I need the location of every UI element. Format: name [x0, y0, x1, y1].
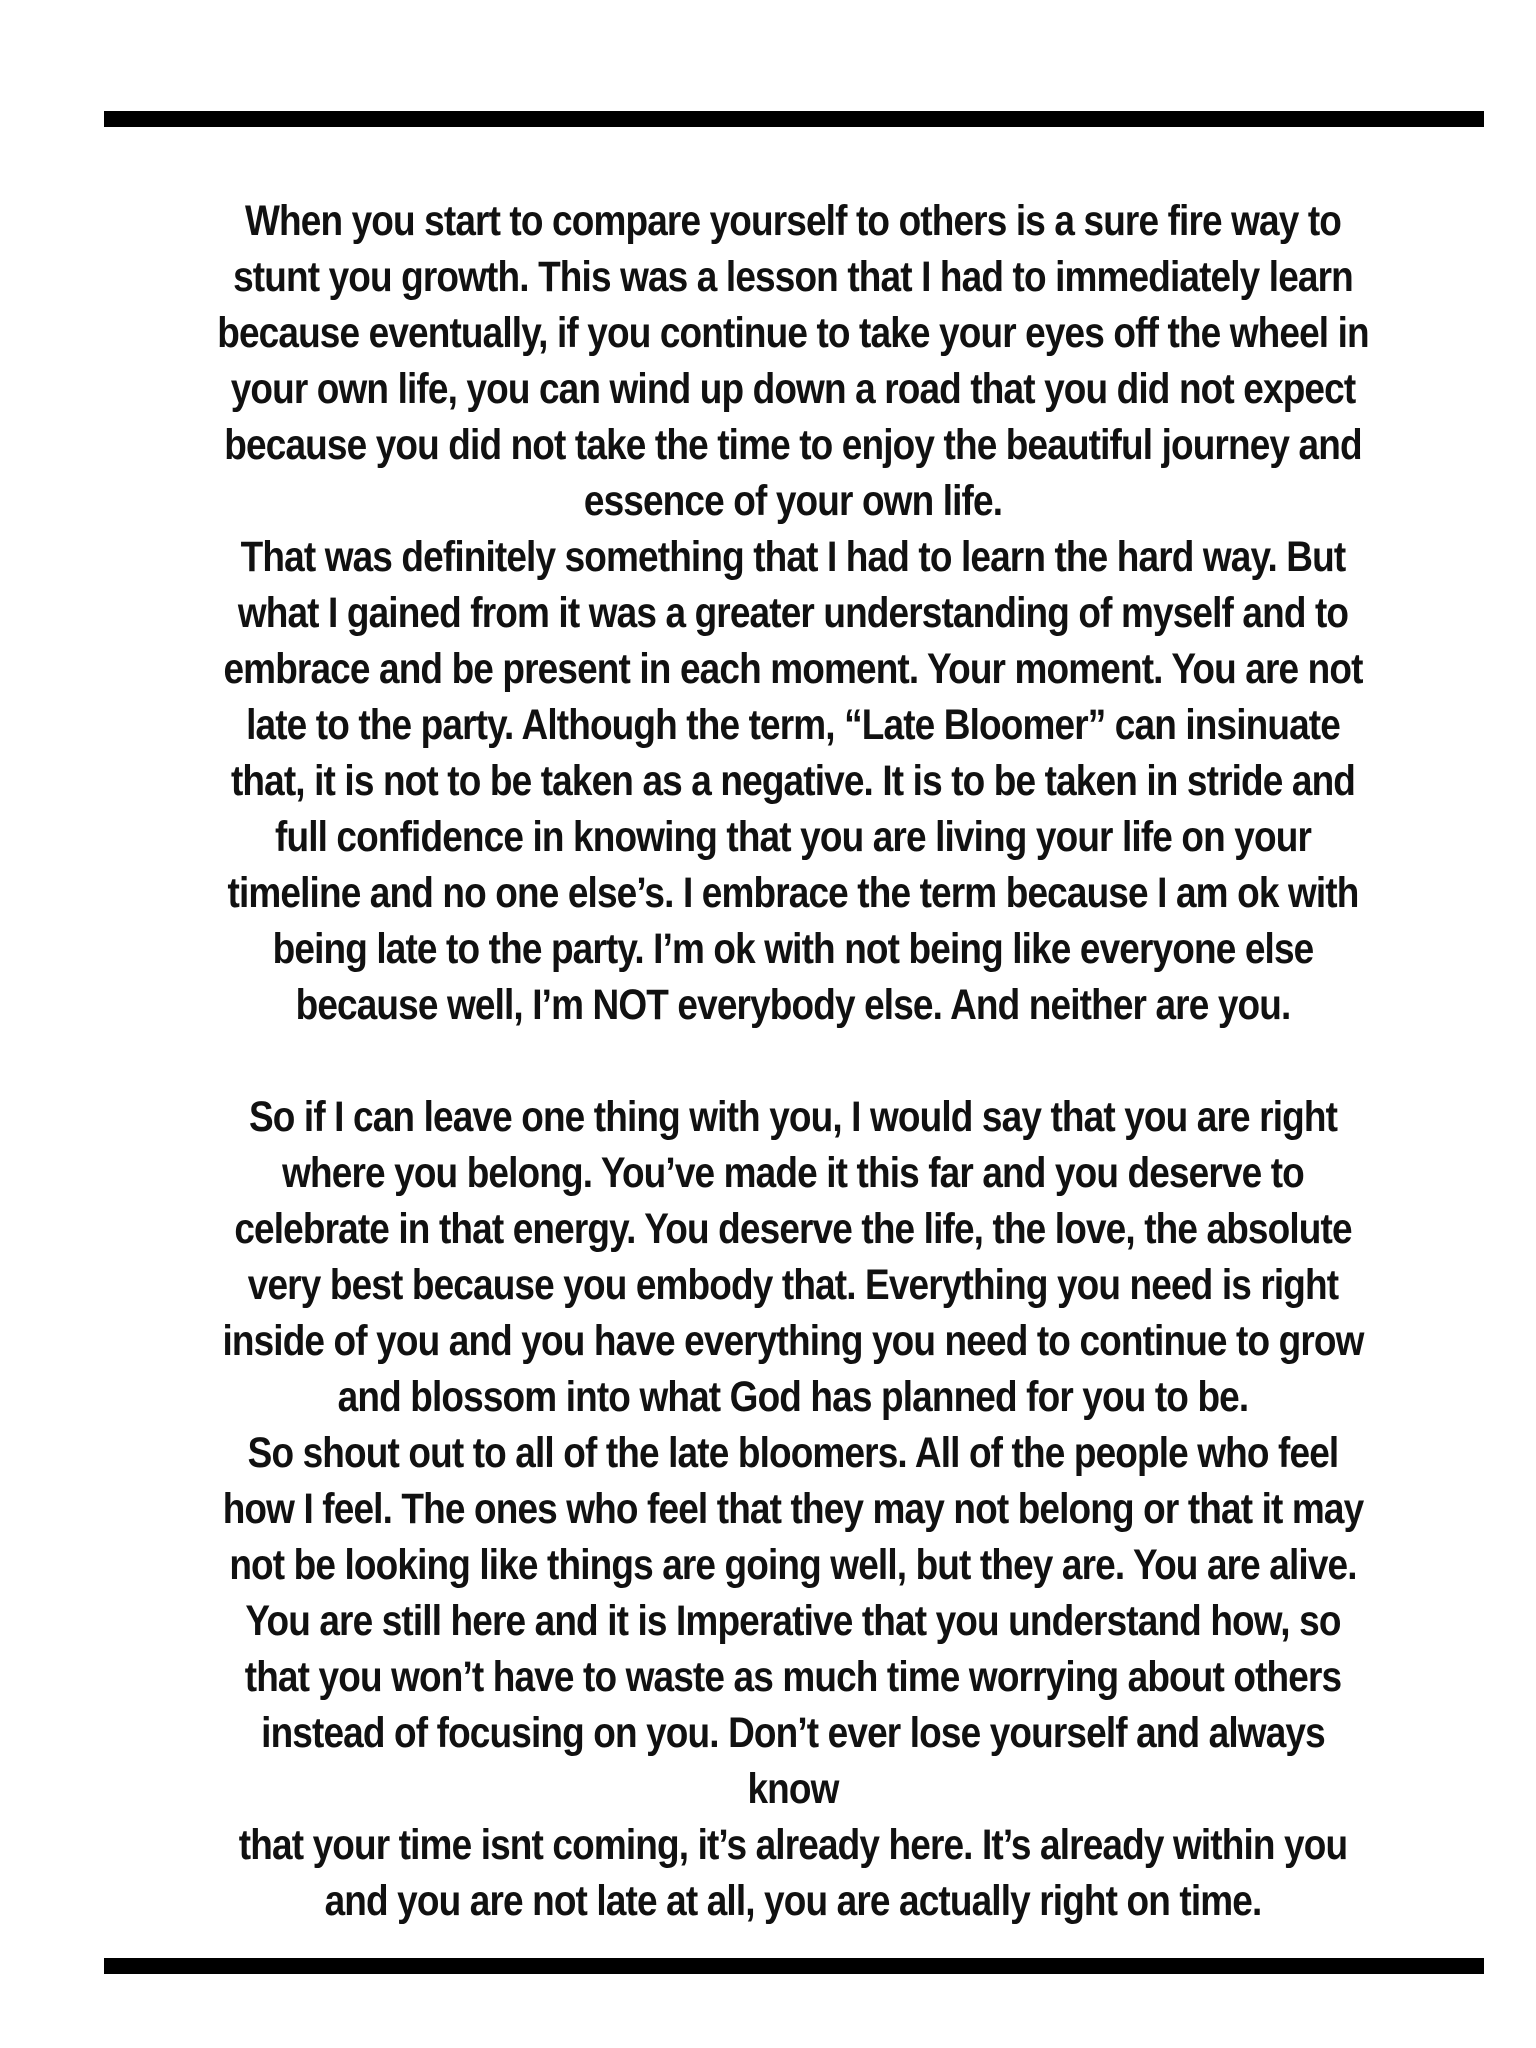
paragraph-shout-out: So shout out to all of the late bloomers. All of the people who feel how I feel. The ones who feel that they may not belong or that it may not be looking like things are going well, but they are. You are alive. You are still here and it is Imperative that you understand how, so that you won’t have to waste as much time worrying about others instead of focusing on you. Don’t ever lose yourself and always know that your time isnt coming, it’s already here. It’s already within you and you are not late at all, you are actually right on time. — [222, 1429, 1364, 1925]
bottom-divider — [104, 1958, 1484, 1974]
paragraph-hard-way: That was definitely something that I had to learn the hard way. But what I gained from it was a greater understanding of myself and to embrace and be present in each moment. Your moment. You are not late to the party. Although the term, “Late Bloomer” can insinuate that, it is not to be taken as a negative. It is to be taken in stride and full confidence in knowing that you are living your life on your timeline and no one else’s. I embrace the term because I am ok with being late to the party. I’m ok with not being like everyone else because well, I’m NOT everybody else. And neither are you. — [223, 533, 1363, 1029]
top-divider — [104, 111, 1484, 127]
body-text — [214, 193, 1372, 1929]
paragraph-belong: So if I can leave one thing with you, I would say that you are right where you belong. You’ve made it this far and you deserve to celebrate in that energy. You deserve the life, the love, the absolute very best because you embody that. Everything you need is right inside of you and you have everything you need to continue to grow and blossom into what God has planned for you to be. — [222, 1093, 1364, 1421]
paragraph-spacer — [214, 1033, 1372, 1089]
paragraph-compare: When you start to compare yourself to others is a sure fire way to stunt you growth. This was a lesson that I had to immediately learn because eventually, if you continue to take your eyes off the wheel in your own life, you can wind up down a road that you did not expect because you did not take the time to enjoy the beautiful journey and essence of your own life. — [217, 197, 1369, 525]
